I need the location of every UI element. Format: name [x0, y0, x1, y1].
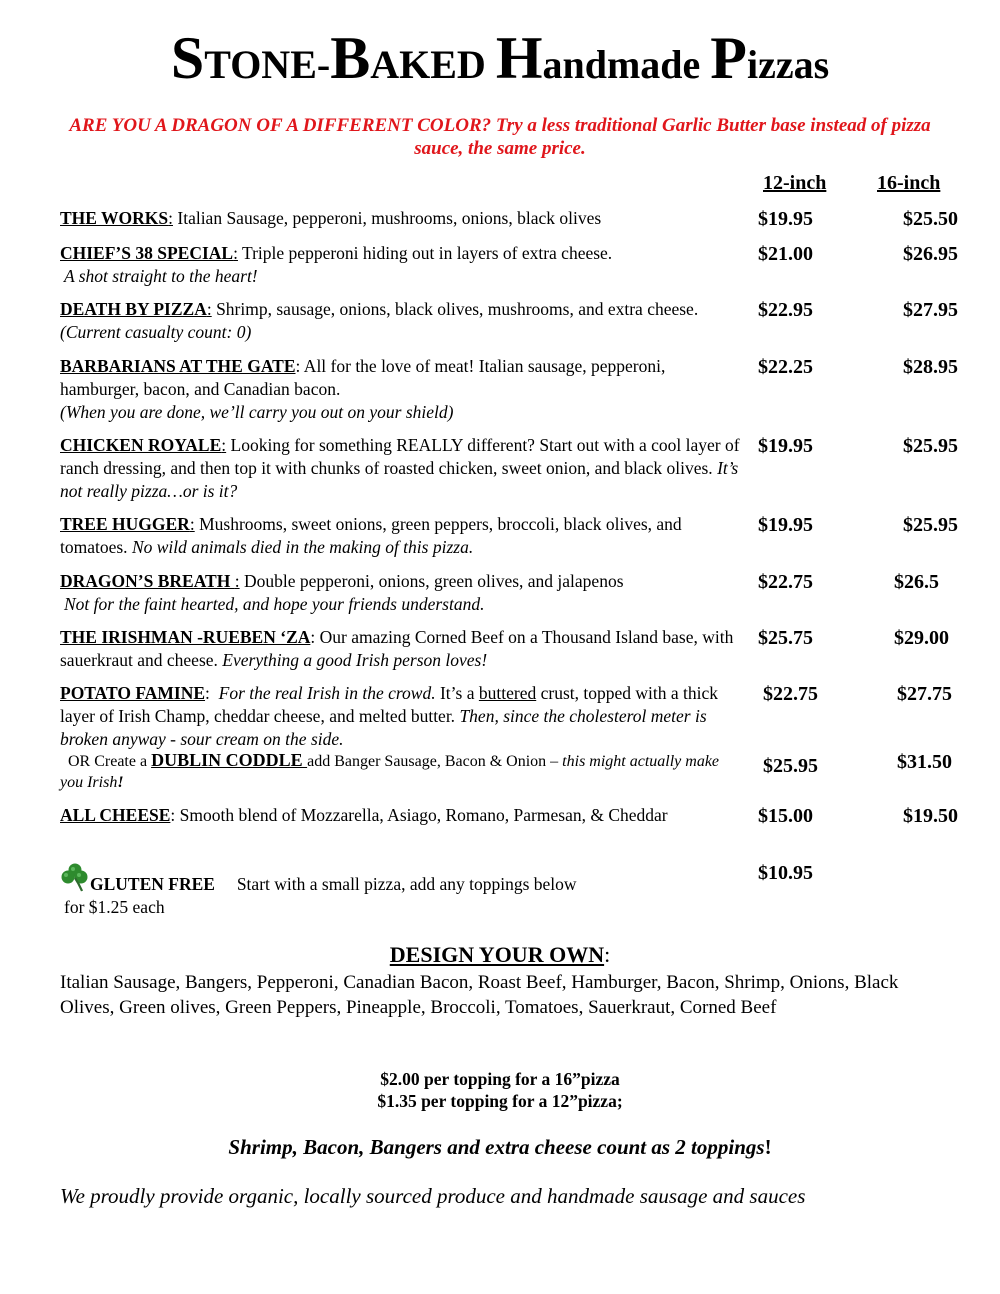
price-12-inch: $21.00 [758, 243, 813, 265]
price-12-inch: $10.95 [758, 862, 813, 884]
menu-item-the-irishman: THE IRISHMAN -RUEBEN ‘ZA: Our amazing Corned Beef on a Thousand Island base, with sauerkraut and cheese. Everything a good Irish person loves! [60, 627, 734, 670]
menu-item-chiefs-38-special: CHIEF’S 38 SPECIAL: Triple pepperoni hiding out in layers of extra cheese. A shot straight to the heart! [60, 243, 613, 286]
price-16-inch: $25.95 [903, 435, 958, 457]
price-16-inch: $27.95 [903, 299, 958, 321]
menu-item-chicken-royale: CHICKEN ROYALE: Looking for something REALLY different? Start out with a cool layer of ranch dressing, and then top it with chunks of roasted chicken, sweet onion, and black olives. It’s not really pizza…or is it? [60, 435, 740, 501]
price-16-inch: $26.5 [894, 571, 939, 593]
price-16-inch: $25.95 [903, 514, 958, 536]
price-16-inch: $25.50 [903, 208, 958, 230]
menu-item-potato-famine: POTATO FAMINE: For the real Irish in the crowd. It’s a buttered crust, topped with a thick layer of Irish Champ, cheddar cheese, and melted butter. Then, since the cholesterol meter is broken anyway - sour cream on the side. [60, 683, 718, 749]
price-12-inch: $22.25 [758, 356, 813, 378]
menu-item-dublin-coddle: OR Create a DUBLIN CODDLE add Banger Sausage, Bacon & Onion – this might actually make you Irish! [60, 750, 720, 791]
topping-price-16-inch: $2.00 per topping for a 16”pizza [380, 1069, 620, 1089]
column-header-16-inch: 16-inch [877, 172, 941, 194]
double-topping-note: Shrimp, Bacon, Bangers and extra cheese count as 2 toppings! [228, 1135, 772, 1159]
price-12-inch: $19.95 [758, 435, 813, 457]
topping-price-12-inch: $1.35 per topping for a 12”pizza; [377, 1091, 623, 1111]
price-12-inch: $15.00 [758, 805, 813, 827]
price-16-inch: $26.95 [903, 243, 958, 265]
footer-note: We proudly provide organic, locally sourced produce and handmade sausage and sauces [60, 1184, 806, 1208]
menu-item-death-by-pizza: DEATH BY PIZZA: Shrimp, sausage, onions, black olives, mushrooms, and extra cheese. (Current casualty count: 0) [60, 299, 699, 342]
price-12-inch: $19.95 [758, 208, 813, 230]
price-12-inch: $19.95 [758, 514, 813, 536]
toppings-list: Italian Sausage, Bangers, Pepperoni, Canadian Bacon, Roast Beef, Hamburger, Bacon, Shrimp, Onions, Black Olives, Green olives, Green Peppers, Pineapple, Broccoli, Tomatoes, Sauerkraut, Corned Beef [60, 972, 899, 1018]
price-16-inch: $31.50 [897, 751, 952, 773]
price-12-inch: $22.75 [763, 683, 818, 705]
price-16-inch: $19.50 [903, 805, 958, 827]
price-16-inch: $27.75 [897, 683, 952, 705]
menu-item-dragons-breath: DRAGON’S BREATH : Double pepperoni, onions, green olives, and jalapenos Not for the faint hearted, and hope your friends understand. [60, 571, 624, 614]
menu-item-barbarians-at-the-gate: BARBARIANS AT THE GATE: All for the love of meat! Italian sausage, pepperoni, hamburger, bacon, and Canadian bacon. (When you are done, we’ll carry you out on your shield) [60, 356, 666, 422]
menu-item-gluten-free: GLUTEN FREE Start with a small pizza, add any toppings below for $1.25 each [64, 874, 577, 917]
column-header-12-inch: 12-inch [763, 172, 827, 194]
topping-pricing [0, 1068, 1000, 1112]
page-title: STONE-BAKED Handmade Pizzas [170, 25, 830, 91]
price-12-inch: $22.95 [758, 299, 813, 321]
garlic-butter-promo: ARE YOU A DRAGON OF A DIFFERENT COLOR? Try a less traditional Garlic Butter base instead of pizza sauce, the same price. [69, 115, 931, 159]
price-12-inch: $25.75 [758, 627, 813, 649]
price-12-inch: $22.75 [758, 571, 813, 593]
price-16-inch: $28.95 [903, 356, 958, 378]
menu-item-the-works: THE WORKS: Italian Sausage, pepperoni, mushrooms, onions, black olives [60, 208, 602, 228]
price-16-inch: $29.00 [894, 627, 949, 649]
menu-item-all-cheese: ALL CHEESE: Smooth blend of Mozzarella, Asiago, Romano, Parmesan, & Cheddar [60, 805, 668, 825]
menu-item-tree-hugger: TREE HUGGER: Mushrooms, sweet onions, green peppers, broccoli, black olives, and tomatoes. No wild animals died in the making of this pizza. [60, 514, 682, 557]
price-12-inch: $25.95 [763, 755, 818, 777]
design-your-own-heading: DESIGN YOUR OWN: [389, 942, 611, 967]
